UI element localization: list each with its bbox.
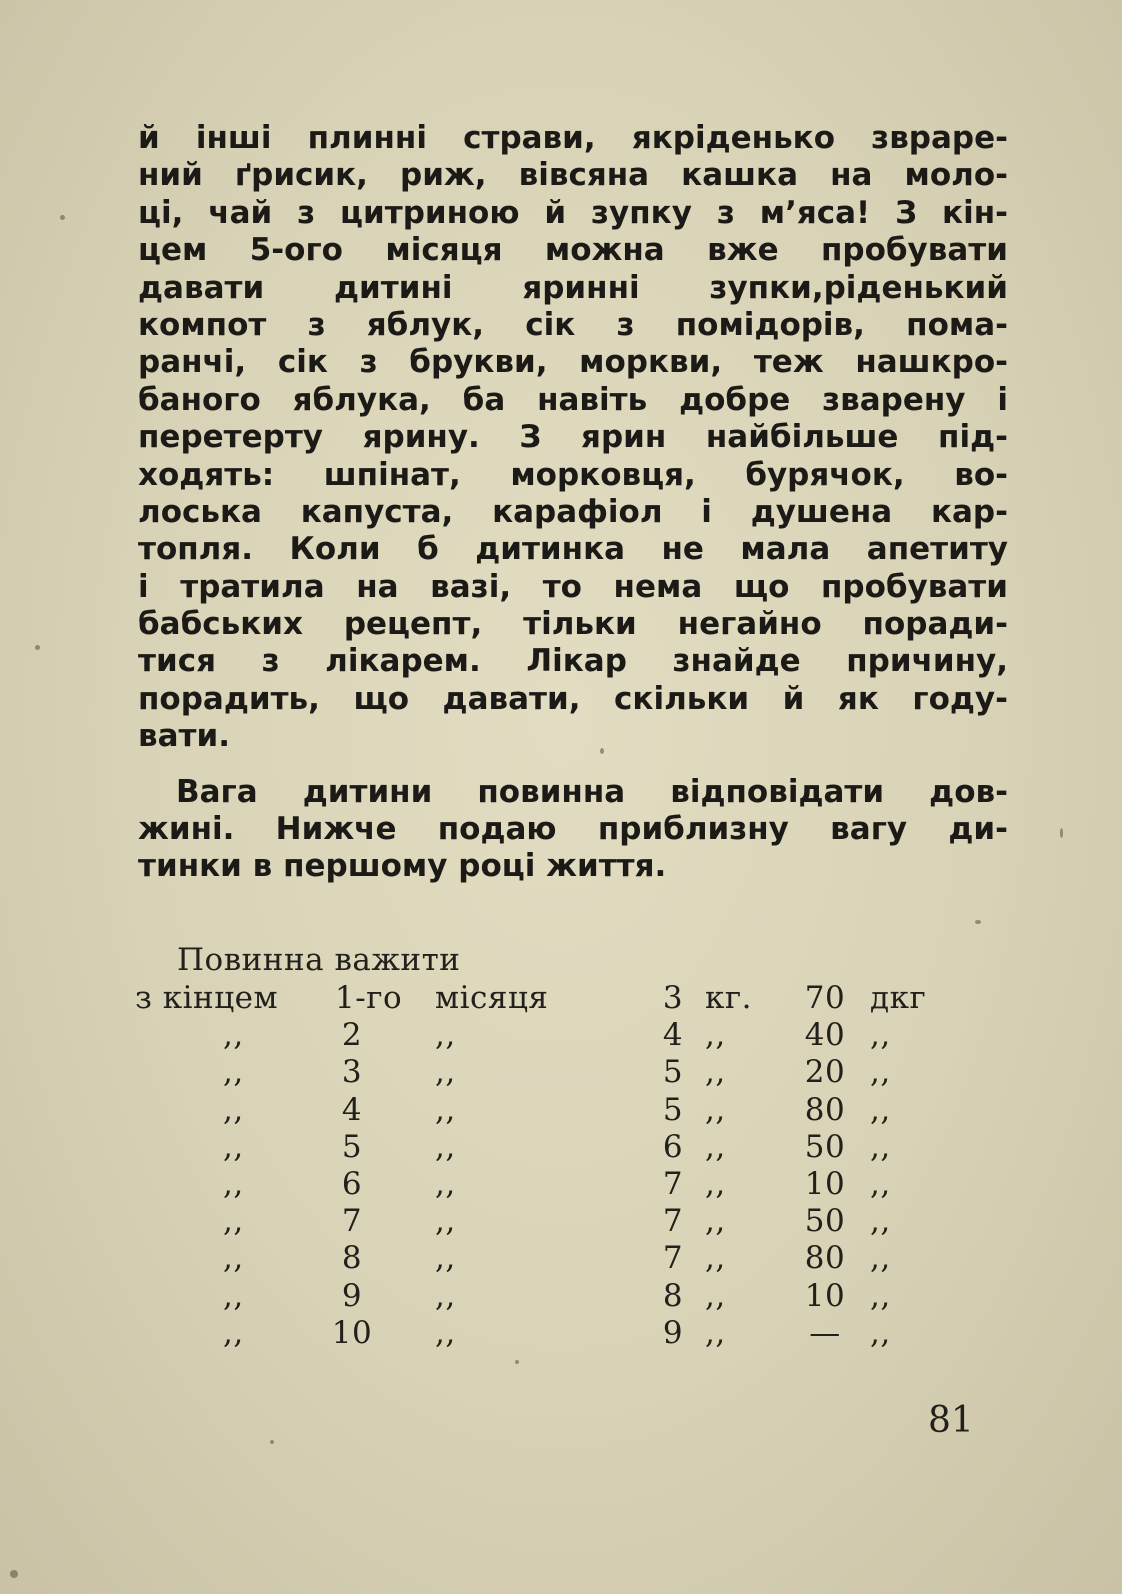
text-line: перетерту ярину. З ярин найбільше під- bbox=[138, 419, 1008, 456]
text-line: ці, чай з цитриною й зупку з м’яса! З кін- bbox=[138, 194, 1008, 231]
row-kg: 7 bbox=[662, 1166, 684, 1202]
text-line: тися з лікарем. Лікар знайде причину, bbox=[138, 643, 1008, 680]
table-row bbox=[135, 1278, 975, 1315]
paper-speck bbox=[60, 215, 65, 220]
paper-speck bbox=[1060, 828, 1063, 838]
row-month: 8 bbox=[341, 1240, 363, 1277]
ditto-mark: ,, bbox=[435, 1091, 456, 1128]
row-dkg: 80 bbox=[804, 1091, 846, 1128]
paper-speck bbox=[10, 1570, 18, 1578]
row-month-unit: місяця bbox=[435, 980, 549, 1016]
row-kg: 5 bbox=[662, 1054, 684, 1091]
body-text bbox=[138, 120, 1008, 886]
paper-speck bbox=[515, 1360, 519, 1364]
table-row bbox=[135, 980, 975, 1017]
row-month: 3 bbox=[341, 1054, 363, 1091]
ditto-mark: ,, bbox=[705, 1314, 726, 1351]
ditto-mark: ,, bbox=[870, 1314, 891, 1351]
paper-speck bbox=[270, 1440, 274, 1444]
ditto-mark: ,, bbox=[223, 1277, 244, 1314]
row-dkg: 10 bbox=[804, 1277, 846, 1314]
row-dkg-unit: дкг bbox=[870, 980, 927, 1016]
text-line: ранчі, сік з брукви, моркви, теж нашкро- bbox=[138, 344, 1008, 381]
table-row bbox=[135, 1315, 975, 1352]
row-month: 10 bbox=[331, 1314, 373, 1351]
ditto-mark: ,, bbox=[223, 1203, 244, 1240]
ditto-mark: ,, bbox=[435, 1277, 456, 1314]
row-kg: 5 bbox=[662, 1091, 684, 1128]
row-month: 1-го bbox=[335, 980, 403, 1016]
row-kg: 7 bbox=[662, 1203, 684, 1240]
text-line: лоська капуста, карафіол і душена кар- bbox=[138, 493, 1008, 530]
text-line: топля. Коли б дитинка не мала апетиту bbox=[138, 531, 1008, 568]
row-dkg: 50 bbox=[804, 1128, 846, 1165]
text-line: давати дитині яринні зупки,ріденький bbox=[138, 269, 1008, 306]
ditto-mark: ,, bbox=[223, 1054, 244, 1091]
ditto-mark: ,, bbox=[705, 1277, 726, 1314]
table-row bbox=[135, 1240, 975, 1277]
text-line: ходять: шпінат, морковця, бурячок, во- bbox=[138, 456, 1008, 493]
ditto-mark: ,, bbox=[870, 1091, 891, 1128]
row-kg: 9 bbox=[662, 1314, 684, 1351]
ditto-mark: ,, bbox=[223, 1314, 244, 1351]
text-line: і тратила на вазі, то нема що пробувати bbox=[138, 568, 1008, 605]
ditto-mark: ,, bbox=[435, 1240, 456, 1277]
row-kg-unit: кг. bbox=[705, 980, 752, 1016]
paper-speck bbox=[600, 748, 604, 754]
ditto-mark: ,, bbox=[870, 1017, 891, 1054]
text-line: вати. bbox=[138, 718, 231, 755]
row-month: 2 bbox=[341, 1017, 363, 1054]
ditto-mark: ,, bbox=[870, 1166, 891, 1202]
row-month: 9 bbox=[341, 1277, 363, 1314]
ditto-mark: ,, bbox=[870, 1240, 891, 1277]
row-dkg: 20 bbox=[804, 1054, 846, 1091]
row-kg: 8 bbox=[662, 1277, 684, 1314]
text-line: порадить, що давати, скільки й як году- bbox=[138, 680, 1008, 717]
text-line: баного яблука, ба навіть добре зварену і bbox=[138, 381, 1008, 418]
row-dkg: — bbox=[809, 1314, 841, 1351]
ditto-mark: ,, bbox=[435, 1128, 456, 1165]
ditto-mark: ,, bbox=[705, 1017, 726, 1054]
row-month: 5 bbox=[341, 1128, 363, 1165]
table-row bbox=[135, 1203, 975, 1240]
ditto-mark: ,, bbox=[870, 1203, 891, 1240]
paper-speck bbox=[35, 645, 40, 650]
ditto-mark: ,, bbox=[435, 1314, 456, 1351]
paper-speck bbox=[975, 920, 981, 924]
row-kg: 3 bbox=[662, 980, 684, 1016]
row-dkg: 40 bbox=[804, 1017, 846, 1054]
row-month: 4 bbox=[341, 1091, 363, 1128]
ditto-mark: ,, bbox=[705, 1054, 726, 1091]
text-line: тинки в першому році життя. bbox=[138, 848, 667, 885]
row-prefix: з кінцем bbox=[135, 980, 279, 1016]
ditto-mark: ,, bbox=[223, 1017, 244, 1054]
text-line: цем 5-ого місяця можна вже пробувати bbox=[138, 232, 1008, 269]
text-line: жині. Нижче подаю приблизну вагу ди- bbox=[138, 811, 1008, 848]
ditto-mark: ,, bbox=[870, 1277, 891, 1314]
text-line: ний ґрисик, риж, вівсяна кашка на моло- bbox=[138, 157, 1008, 194]
ditto-mark: ,, bbox=[705, 1128, 726, 1165]
ditto-mark: ,, bbox=[705, 1240, 726, 1277]
text-line: й інші плинні страви, якріденько звраре- bbox=[138, 120, 1008, 156]
row-month: 6 bbox=[341, 1166, 363, 1202]
row-dkg: 80 bbox=[804, 1240, 846, 1277]
row-kg: 4 bbox=[662, 1017, 684, 1054]
table-row bbox=[135, 1092, 975, 1129]
table-header: Повинна важити bbox=[177, 942, 461, 978]
ditto-mark: ,, bbox=[705, 1166, 726, 1202]
text-line: компот з яблук, сік з помідорів, пома- bbox=[138, 306, 1008, 343]
ditto-mark: ,, bbox=[870, 1128, 891, 1165]
row-dkg: 10 bbox=[804, 1166, 846, 1202]
table-row bbox=[135, 1054, 975, 1091]
row-kg: 7 bbox=[662, 1240, 684, 1277]
row-dkg: 70 bbox=[804, 980, 846, 1016]
ditto-mark: ,, bbox=[435, 1017, 456, 1054]
ditto-mark: ,, bbox=[435, 1054, 456, 1091]
ditto-mark: ,, bbox=[223, 1091, 244, 1128]
table-row bbox=[135, 1166, 975, 1203]
ditto-mark: ,, bbox=[705, 1203, 726, 1240]
row-kg: 6 bbox=[662, 1128, 684, 1165]
ditto-mark: ,, bbox=[223, 1166, 244, 1202]
ditto-mark: ,, bbox=[435, 1203, 456, 1240]
paragraph-feeding bbox=[138, 120, 1008, 756]
text-line: бабських рецепт, тільки негайно поради- bbox=[138, 606, 1008, 643]
ditto-mark: ,, bbox=[223, 1128, 244, 1165]
row-dkg: 50 bbox=[804, 1203, 846, 1240]
ditto-mark: ,, bbox=[705, 1091, 726, 1128]
ditto-mark: ,, bbox=[223, 1240, 244, 1277]
ditto-mark: ,, bbox=[435, 1166, 456, 1202]
paragraph-weight-intro bbox=[138, 774, 1008, 886]
table-row bbox=[135, 1129, 975, 1166]
text-line: Вага дитини повинна відповідати дов- bbox=[176, 773, 1008, 810]
ditto-mark: ,, bbox=[870, 1054, 891, 1091]
row-month: 7 bbox=[341, 1203, 363, 1240]
table-row bbox=[135, 1017, 975, 1054]
page-number: 81 bbox=[928, 1400, 974, 1441]
